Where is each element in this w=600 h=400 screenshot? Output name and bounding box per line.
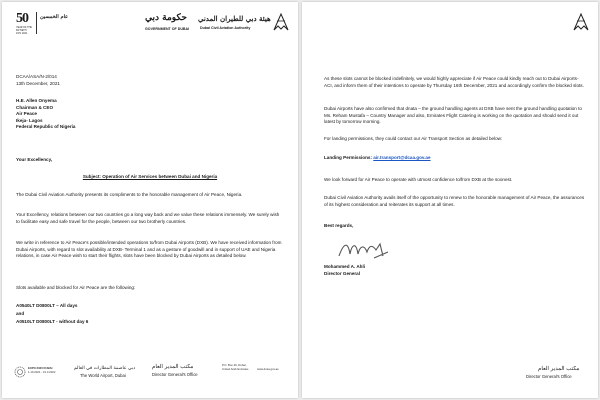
recipient-company: Air Peace: [16, 111, 37, 117]
salutation: Your Excellency,: [16, 157, 53, 162]
contact-line-1: P.O. Box 49, Dubai,: [222, 363, 247, 367]
paragraph-2: Your Excellency, relations between our two countries go a long way back and we value these relations immensely. We surely wish to facilitate easy and safe travel for the people, between our two brotherly countries.: [16, 212, 280, 224]
p2-paragraph-5: Dubai Civil Aviation Authority avails itself of the opportunity to renew to the honorable management of Air Peace, the assurances of its highest consideration and reiterates its support at all times.: [324, 195, 585, 207]
signature-icon: [336, 238, 392, 262]
slot-and: and: [16, 311, 25, 316]
expo-text: EXPO 2020 DUBAI: [28, 366, 53, 370]
dcaa-falcon-icon: [572, 12, 590, 32]
recipient-title: Chairman & CEO: [16, 104, 54, 110]
letter-subject: Subject: Operation of Air Services between Dubai and Nigeria: [82, 174, 218, 179]
fifty-arabic: عام الخمسين: [40, 14, 69, 20]
dcaa-arabic: هيئة دبي للطيران المدني: [198, 14, 271, 23]
header-divider: [36, 12, 37, 34]
office-arabic: مكتب المدير العام: [152, 364, 194, 370]
dcaa-falcon-icon: [272, 12, 290, 32]
fifty-years: 1971 2021: [16, 32, 28, 35]
signatory-title: Director General: [324, 271, 360, 276]
dcaa-english: Dubai Civil Aviation Authority: [200, 26, 251, 30]
signatory-name: Mohammed A. Ahli: [324, 264, 366, 269]
closing: Best regards,: [324, 223, 354, 228]
paragraph-1: The Dubai Civil Aviation Authority presents its compliments to the honorable management of Air Peace, Nigeria.: [16, 192, 243, 197]
year-of-fiftieth-logo: [16, 12, 32, 34]
paragraph-3: We write in reference to Air Peace's possible/intended operations to/from Dubai Airports (DXB). We have received information from Dubai Airports, with regard to slot availability at DXB- Terminal 1 and as a gesture of goodwill and in support of UAE and Nigeria relations, in case Air Peace wish to start their flights, slots have been blocked by Dubai Airports as detailed below.: [16, 240, 282, 259]
reference-number: DCAA/ASA/N-2/014: [16, 74, 57, 79]
recipient-city: Ikeja- Lagos: [16, 117, 43, 123]
landing-label: Landing Permissions:: [324, 155, 372, 160]
landing-permissions: [324, 155, 588, 162]
office-arabic: مكتب المدير العام: [538, 366, 580, 372]
p2-paragraph-1: As these slots cannot be blocked indefinitely, we would highly appreciate if Air Peace could kindly reach out to Dubai Airports- ACI, and inform them of their intentions to operate by Thursday 16th December, 2021 and accordingly confirm the blocked slots.: [324, 76, 584, 88]
paragraph-4: Slots available and blocked for Air Peace are the following:: [16, 285, 136, 290]
fifty-number: 50: [16, 11, 28, 26]
expo-logo-icon: [14, 366, 26, 378]
landing-email-link[interactable]: air.transport@dcaa.gov.ae: [373, 155, 431, 160]
fifty-english: YEAR OF THE FIFTIETH: [16, 26, 32, 32]
recipient-block: [16, 98, 75, 131]
gov-arabic: حكومة دبي: [145, 13, 187, 23]
p2-paragraph-4: We look forward for Air Peace to operate with utmost confidence to/from DXB at the soonest.: [324, 177, 513, 182]
letter-page-2: [302, 2, 598, 398]
recipient-country: Federal Republic of Nigeria: [16, 124, 76, 130]
world-airport-arabic: دبي عاصمة المطارات في العالم: [74, 366, 136, 371]
contact-line-2: United Arab Emirates: [222, 367, 249, 371]
office-english: Director General's Office: [526, 374, 572, 379]
letter-page-1: [2, 2, 298, 398]
website: www.dcaa.gov.ae: [257, 367, 279, 371]
slot-1: A0540LT D0800LT – All days: [16, 303, 78, 308]
expo-dates: 1.10.2021 - 31.3.2022: [28, 370, 56, 374]
slot-2: A0510LT D0800LT - without day 6: [16, 319, 89, 324]
office-english: Director General's Office: [152, 372, 198, 377]
p2-paragraph-2: Dubai Airports have also confirmed that dnata – the ground handling agents at DXB have sent the ground handling quotation to Ms. Reham Mustafa – Country Manager and also, Emirates Flight Catering is working on the quotation and should send it out latest by tomorrow morning.: [324, 106, 582, 125]
recipient-name: H.E. Allen Onyema: [16, 98, 57, 103]
letter-date: 13th December, 2021: [16, 81, 60, 86]
world-airport-english: The World Airport, Dubai: [80, 373, 126, 378]
gov-english: GOVERNMENT OF DUBAI: [145, 27, 190, 31]
p2-paragraph-3: For landing permissions, they could contact our Air Transport Section as detailed below:: [324, 136, 503, 141]
